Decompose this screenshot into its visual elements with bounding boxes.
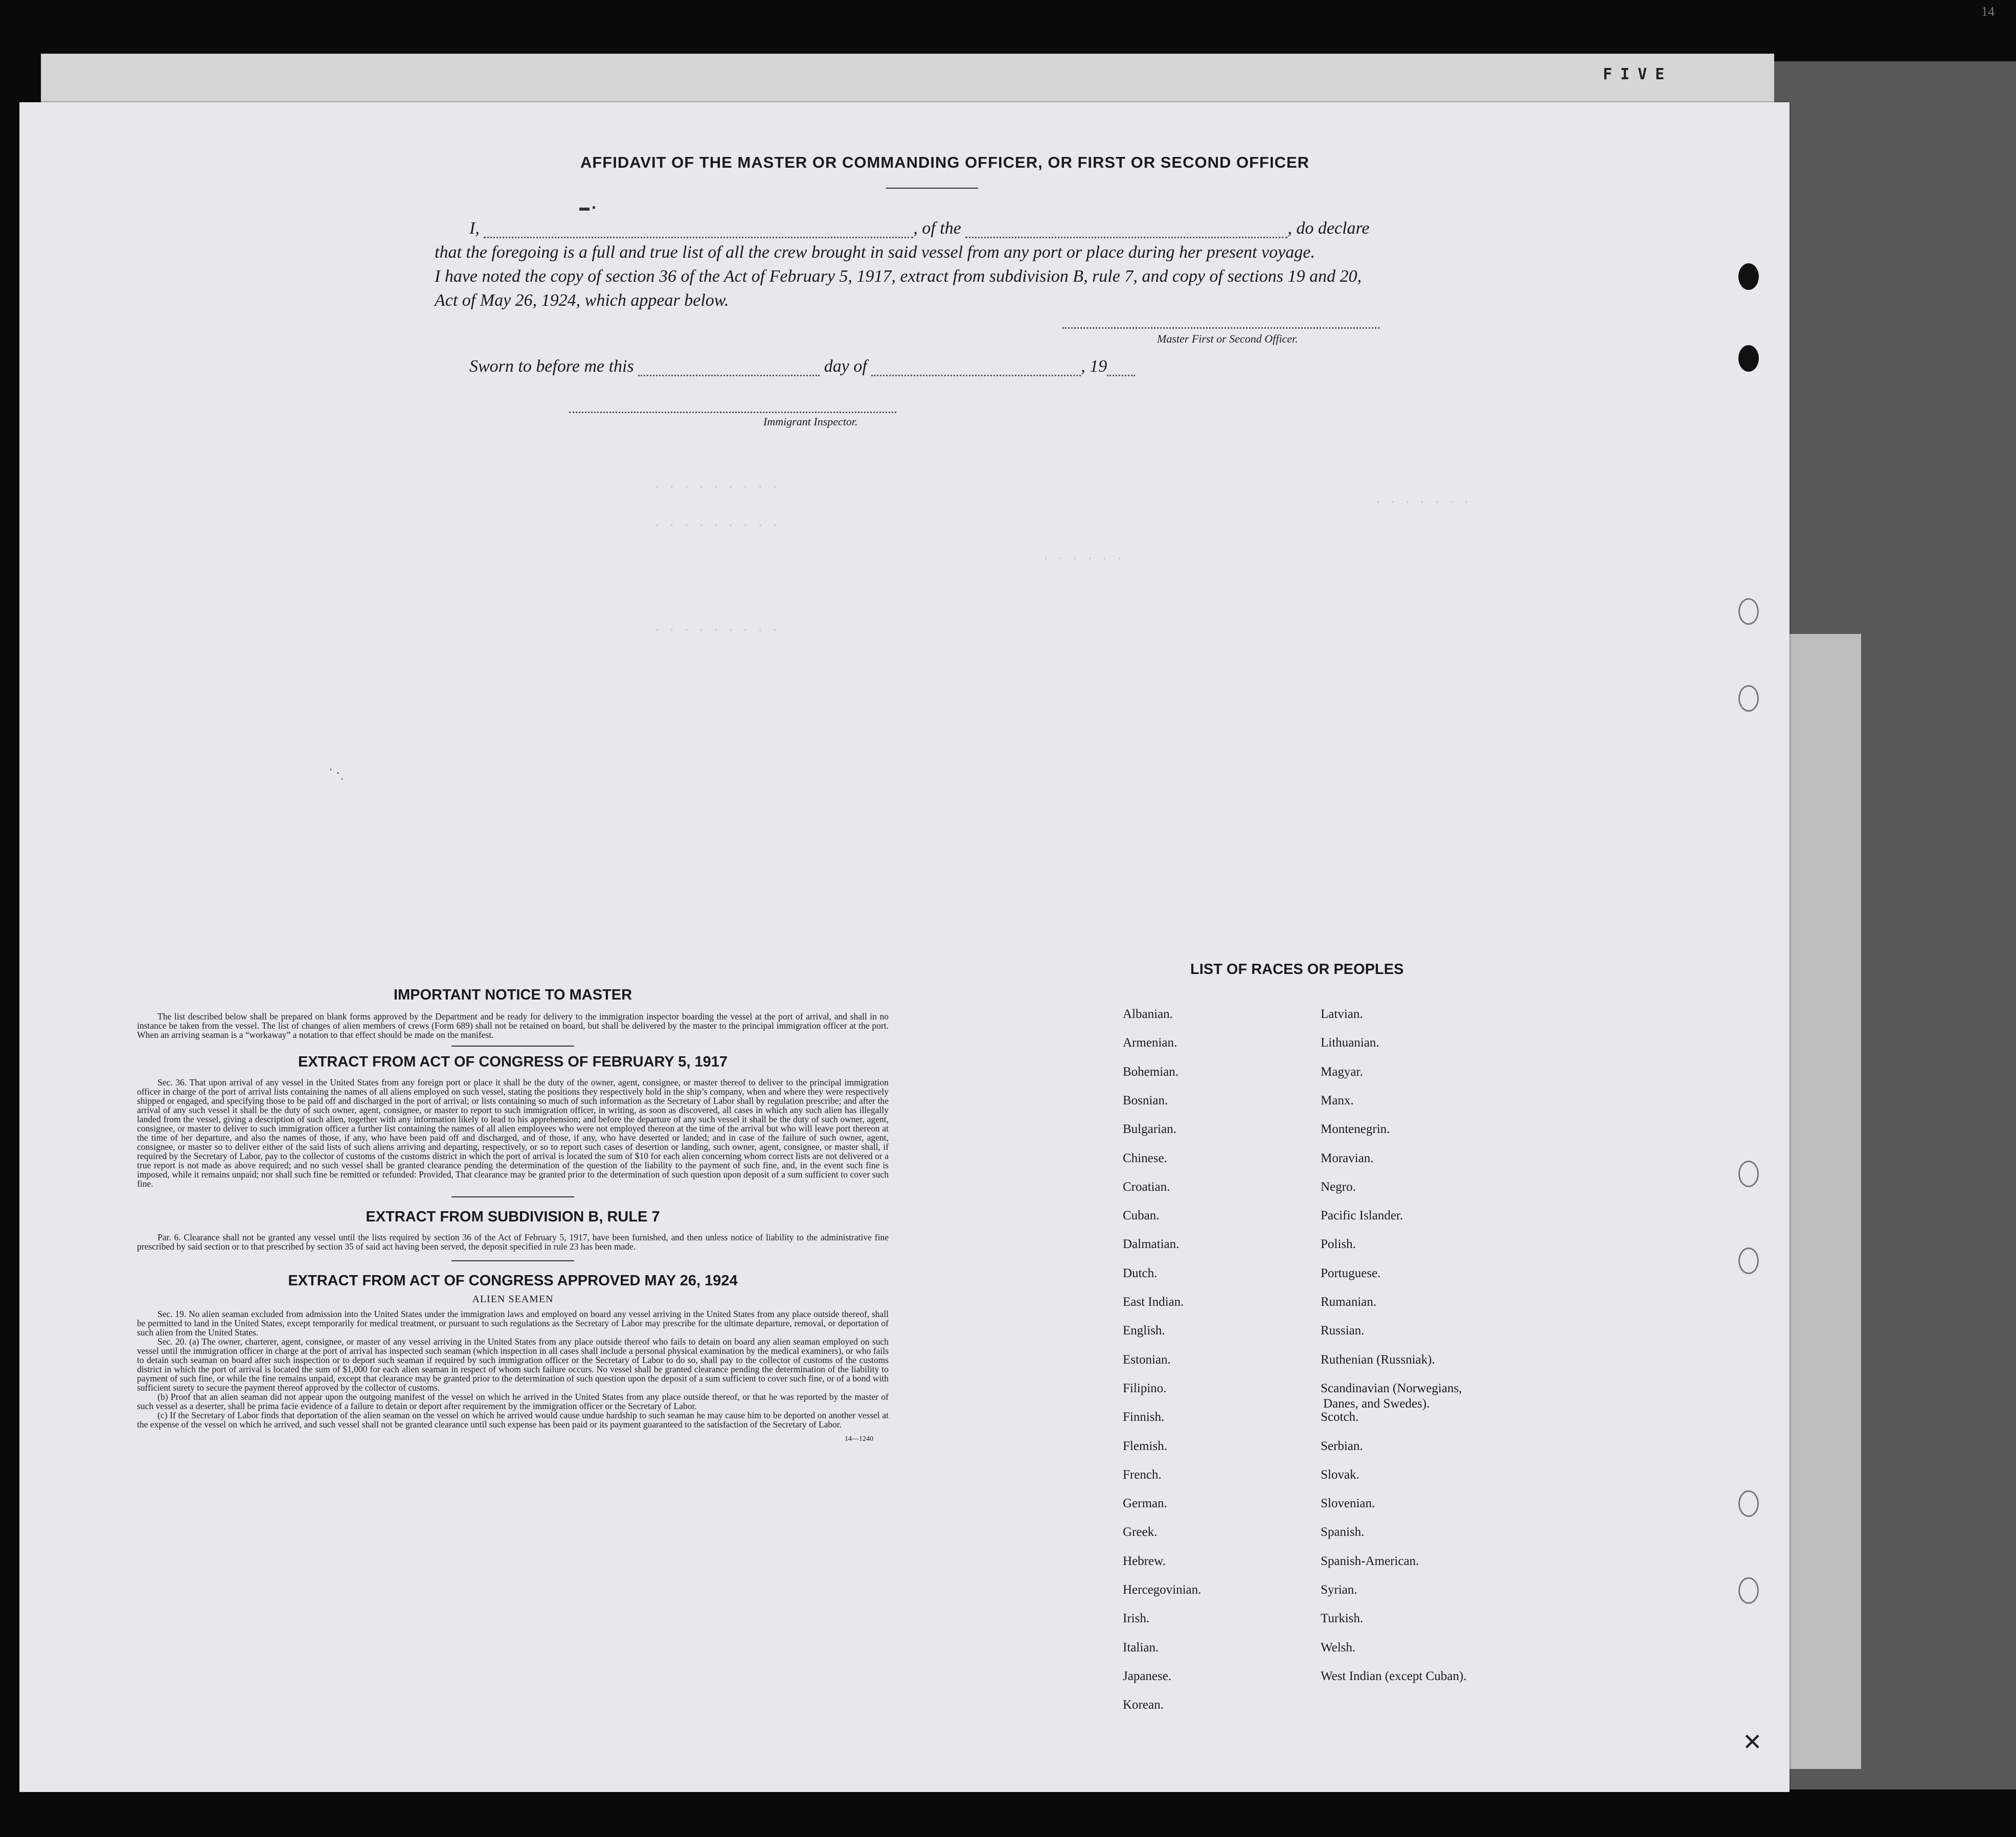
day-of-label: day of	[824, 357, 867, 376]
handwritten-x-mark: ✕	[1742, 1729, 1762, 1755]
race-item: Finnish.	[1123, 1410, 1165, 1424]
divider	[451, 1046, 574, 1047]
race-item: Slovenian.	[1321, 1496, 1375, 1511]
divider	[886, 188, 978, 189]
race-item: French.	[1123, 1467, 1162, 1482]
divider	[451, 1196, 574, 1197]
race-item: Moravian.	[1321, 1151, 1374, 1165]
race-item: Bohemian.	[1123, 1064, 1179, 1079]
race-item: Slovak.	[1321, 1467, 1360, 1482]
affidavit-line-1	[469, 219, 1370, 238]
corner-mark: 14	[1981, 4, 1995, 19]
race-item: Irish.	[1123, 1612, 1150, 1626]
race-item: Italian.	[1123, 1640, 1159, 1654]
race-item: Korean.	[1123, 1698, 1164, 1712]
race-item: Bulgarian.	[1123, 1122, 1176, 1137]
form-page	[19, 102, 1790, 1792]
sworn-line	[469, 357, 1135, 376]
divider	[451, 1260, 574, 1261]
race-item: Cuban.	[1123, 1209, 1160, 1223]
sworn-label: Sworn to before me this	[469, 357, 634, 376]
punch-hole	[1738, 1490, 1759, 1517]
form-number: 14—1240	[845, 1435, 873, 1443]
i-label: I,	[469, 219, 480, 238]
name-blank[interactable]	[484, 223, 913, 238]
race-item: Armenian.	[1123, 1036, 1177, 1050]
race-item: Spanish-American.	[1321, 1554, 1419, 1568]
race-item: Russian.	[1321, 1324, 1365, 1338]
extract-1924-subtitle: ALIEN SEAMEN	[472, 1294, 554, 1305]
race-item: Croatian.	[1123, 1180, 1170, 1194]
race-item: Turkish.	[1321, 1612, 1364, 1626]
punch-hole	[1738, 1248, 1759, 1274]
vessel-blank[interactable]	[965, 223, 1287, 238]
background-sheet-strip	[1779, 634, 1861, 1769]
section-20b: (b) Proof that an alien seaman did not appear upon the outgoing manifest of the vessel on which he arrived in the United States from any place outside thereof, or that he was reported by the master of such vessel as a deserter, shall be prima facie evidence of a failure to detain or deport after requirement by the immigration officer or the Secretary of Labor.	[137, 1392, 889, 1411]
stray-mark: ▬ ▪	[579, 202, 596, 213]
section-19: Sec. 19. No alien seaman excluded from admission into the United States under the immigration laws and employed on board any vessel arriving in the United States from any place outside thereof, shall be permitted to land in the United States, except temporarily for medical treatment, or pursuant to such regulations as the Secretary of Labor may prescribe for the ultimate departure, removal, or deportation of such alien from the United States.	[137, 1309, 889, 1337]
affidavit-title: AFFIDAVIT OF THE MASTER OR COMMANDING OFFICER, OR FIRST OR SECOND OFFICER	[580, 153, 1310, 171]
race-item: East Indian.	[1123, 1295, 1184, 1309]
race-item: West Indian (except Cuban).	[1321, 1669, 1467, 1683]
bleed-through: · · · · · · · · ·	[653, 481, 779, 494]
race-item: Bosnian.	[1123, 1093, 1168, 1107]
race-item: Manx.	[1321, 1093, 1354, 1107]
punch-hole	[1738, 345, 1759, 372]
extract-rule7-title: EXTRACT FROM SUBDIVISION B, RULE 7	[366, 1209, 660, 1225]
race-item: Montenegrin.	[1321, 1122, 1390, 1137]
race-item: Polish.	[1321, 1237, 1356, 1252]
affidavit-line-2: that the foregoing is a full and true list of all the crew brought in said vessel from any port or place during her present voyage.	[435, 243, 1315, 262]
extract-1917-body: Sec. 36. That upon arrival of any vessel in the United States from any foreign port or place it shall be the duty of the owner, agent, consignee, or master thereof to deliver to the principal immigration officer in charge of the port of arrival lists containing the names of all aliens employed on such vessel, stating the positions they respectively hold in the ship’s company, when and where they were respectively shipped or engaged, and specifying those to be paid off and discharged in the port of arrival; or lists containing so much of such information as the Secretary of Labor shall by regulation prescribe; and after the arrival of any such vessel it shall be the duty of such owner, agent, consignee, or master to report to such immigration officer, in writing, as soon as discovered, all cases in which any such alien has illegally landed from the vessel, giving a description of such alien, together with any information likely to lead to his apprehension; and before the departure of any such vessel it shall be the duty of such owner, agent, consignee, or master to deliver to such immigration officer a further list containing the names of all alien employees who were not employed thereon at the time of the arrival but who will leave port thereon at the time of her departure, and also the names of those, if any, who have been paid off and discharged, and of those, if any, who have deserted or landed; and in case of the failure of such owner, agent, consignee, or master so to deliver either of the said lists of such aliens arriving and departing, respectively, or so to report such cases of desertion or landing, such owner, agent, consignee, or master shall, if required by the Secretary of Labor, pay to the collector of customs of the customs district in which the port of arrival is located the sum of $10 for each alien concerning whom correct lists are not delivered or a true report is not made as above required; and no such vessel shall be granted clearance pending the determination of the question of the liability to the payment of such fine, and, in the event such fine is imposed, while it remains unpaid; nor shall such fine be remitted or refunded: Provided, That clearance may be granted prior to the determination of such question upon deposit of a sum sufficient to cover such fine.	[137, 1077, 889, 1189]
punch-hole	[1738, 598, 1759, 625]
extract-1917-title: EXTRACT FROM ACT OF CONGRESS OF FEBRUARY 5, 1917	[298, 1054, 728, 1070]
race-item: Estonian.	[1123, 1352, 1171, 1367]
race-item: Flemish.	[1123, 1439, 1167, 1453]
do-declare-label: , do declare	[1287, 219, 1370, 238]
notice-title: IMPORTANT NOTICE TO MASTER	[393, 987, 632, 1003]
race-item: Welsh.	[1321, 1640, 1356, 1654]
inspector-signature-line[interactable]	[569, 412, 896, 413]
race-item: Hercegovinian.	[1123, 1583, 1202, 1597]
race-item: Spanish.	[1321, 1525, 1365, 1539]
bleed-through: · · · · · ·	[1042, 552, 1123, 566]
race-item: Chinese.	[1123, 1151, 1167, 1165]
race-item: Ruthenian (Russniak).	[1321, 1352, 1435, 1367]
inspector-signature-label: Immigrant Inspector.	[763, 415, 858, 428]
punch-hole	[1738, 263, 1759, 290]
race-item: Greek.	[1123, 1525, 1158, 1539]
year-blank[interactable]	[1107, 361, 1135, 376]
master-signature-line[interactable]	[1062, 327, 1379, 329]
race-item: Japanese.	[1123, 1669, 1172, 1683]
bleed-through: · · · · · · · · ·	[653, 624, 779, 638]
race-item: Scandinavian (Norwegians,	[1321, 1381, 1462, 1395]
bleed-through: · · · · · · · · ·	[653, 519, 779, 533]
month-blank[interactable]	[871, 361, 1081, 376]
bleed-through: · · · · · · ·	[1374, 496, 1470, 510]
notice-body: The list described below shall be prepared on blank forms approved by the Department and be ready for delivery to the immigration inspector boarding the vessel at the port of arrival, and shall in no instance be taken from the vessel. The list of changes of alien members of crews (Form 689) shall not be retained on board, but shall be delivered by the master to the principal immigration officer at the port. When an arriving seaman is a “workaway” a notation to that effect should be made on the manifest.	[137, 1011, 889, 1040]
day-blank[interactable]	[638, 361, 820, 376]
race-item: Danes, and Swedes).	[1323, 1396, 1430, 1411]
race-item: Hebrew.	[1123, 1554, 1166, 1568]
punch-hole	[1738, 1577, 1759, 1604]
race-item: Syrian.	[1321, 1583, 1357, 1597]
sheet-label: FIVE	[1603, 65, 1673, 83]
section-20a: Sec. 20. (a) The owner, charterer, agent, consignee, or master of any vessel arriving in the United States from any place outside thereof who fails to detain on board any alien seaman employed on such vessel until the immigration officer in charge at the port of arrival has inspected such seaman (which inspection in all cases shall include a personal physical examination by the medical examiners), or who fails to detain such seaman on board after such inspection or to deport such seaman if required by such immigration officer or the Secretary of Labor to do so, shall pay to the collector of customs of the customs district in which the port of arrival is located the sum of $1,000 for each alien seaman in respect of whom such failure occurs. No vessel shall be granted clearance pending the determination of the liability to payment of such fine, or while the fine remains unpaid, except that clearance may be granted prior to the determination of such question upon the deposit of a sum sufficient to cover such fine, or of a bond with sufficient surety to secure the payment thereof approved by the collector of customs.	[137, 1336, 889, 1393]
stray-mark: ˈ ·ˌ	[329, 767, 344, 780]
race-item: Negro.	[1321, 1180, 1356, 1194]
race-item: Serbian.	[1321, 1439, 1363, 1453]
race-item: Pacific Islander.	[1321, 1209, 1403, 1223]
notice-section	[137, 987, 889, 1443]
race-item: English.	[1123, 1324, 1165, 1338]
race-item: Latvian.	[1321, 1007, 1363, 1021]
extract-rule7-body: Par. 6. Clearance shall not be granted any vessel until the lists required by section 36 of the Act of February 5, 1917, have been furnished, and then unless notice of liability to the administrative fine prescribed by said section or to that prescribed by section 35 of said act having been served, the deposit specified in rule 23 has been made.	[137, 1232, 889, 1252]
of-the-label: , of the	[913, 219, 961, 238]
year-label: , 19	[1081, 357, 1107, 376]
race-item: German.	[1123, 1496, 1167, 1511]
race-item: Dalmatian.	[1123, 1237, 1180, 1252]
race-item: Albanian.	[1123, 1007, 1173, 1021]
affidavit-line-3: I have noted the copy of section 36 of the Act of February 5, 1917, extract from subdivision B, rule 7, and copy of sections 19 and 20,	[435, 267, 1362, 286]
race-item: Dutch.	[1123, 1266, 1158, 1280]
race-item: Portuguese.	[1321, 1266, 1381, 1280]
race-item: Filipino.	[1123, 1381, 1167, 1395]
section-20c: (c) If the Secretary of Labor finds that deportation of the alien seaman on the vessel on which he arrived would cause undue hardship to such seaman he may cause him to be deported on another vessel at the expense of the vessel on which he arrived, and such vessel shall not be granted clearance until such expense has been paid or its payment guaranteed to the satisfaction of the Secretary of Labor.	[137, 1410, 889, 1430]
punch-hole	[1738, 685, 1759, 712]
race-item: Rumanian.	[1321, 1295, 1377, 1309]
race-item: Magyar.	[1321, 1064, 1363, 1079]
affidavit-line-4: Act of May 26, 1924, which appear below.	[435, 291, 729, 310]
extract-1924-title: EXTRACT FROM ACT OF CONGRESS APPROVED MAY 26, 1924	[288, 1273, 738, 1289]
race-item: Lithuanian.	[1321, 1036, 1379, 1050]
punch-hole	[1738, 1161, 1759, 1187]
race-item: Scotch.	[1321, 1410, 1359, 1424]
master-signature-label: Master First or Second Officer.	[1157, 332, 1298, 345]
races-title: LIST OF RACES OR PEOPLES	[1190, 961, 1404, 978]
